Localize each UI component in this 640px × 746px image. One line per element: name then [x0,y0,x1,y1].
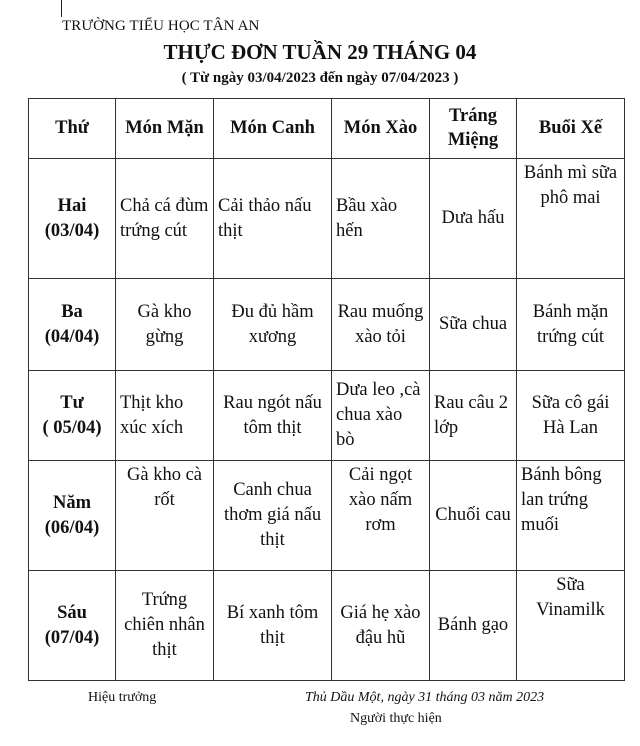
mon-man-cell: Chả cá đùm trứng cút [116,159,214,279]
col-header-mon-xao: Món Xào [332,99,430,159]
day-date: (04/04) [44,326,100,347]
col-header-buoi-xe: Buổi Xế [517,99,625,159]
principal-signature-label: Hiệu trưởng [88,690,157,705]
preparer-signature-label: Người thực hiện [350,711,442,726]
mon-xao-cell: Giá hẹ xào đậu hũ [332,571,430,681]
buoi-xe-cell: Bánh bông lan trứng muối [517,461,625,571]
trang-mieng-cell: Sữa chua [430,279,517,371]
buoi-xe-cell: Sữa Vinamilk [517,571,625,681]
mon-canh-cell: Canh chua thơm giá nấu thịt [214,461,332,571]
col-header-mon-man: Món Mặn [116,99,214,159]
day-date: (03/04) [44,220,100,241]
trang-mieng-cell: Rau câu 2 lớp [430,371,517,461]
mon-canh-cell: Cải thảo nấu thịt [214,159,332,279]
mon-canh-cell: Đu đủ hầm xương [214,279,332,371]
mon-xao-cell: Cải ngọt xào nấm rơm [332,461,430,571]
col-header-mon-canh: Món Canh [214,99,332,159]
day-cell [29,571,116,681]
header-row [29,99,625,159]
trang-mieng-cell: Bánh gạo [430,571,517,681]
day-cell [29,461,116,571]
mon-man-cell: Trứng chiên nhân thịt [116,571,214,681]
mon-man-cell: Gà kho cà rốt [116,461,214,571]
mon-canh-cell: Rau ngót nấu tôm thịt [214,371,332,461]
mon-xao-cell: Dưa leo ,cà chua xào bò [332,371,430,461]
col-header-day: Thứ [29,99,116,159]
table-row [29,371,625,461]
col-header-trang-mieng: Tráng Miệng [430,99,517,159]
trang-mieng-cell: Dưa hấu [430,159,517,279]
page-edge-mark [61,0,62,17]
day-date: ( 05/04) [42,417,102,438]
day-cell [29,159,116,279]
table-row [29,571,625,681]
mon-man-cell: Gà kho gừng [116,279,214,371]
table-row [29,159,625,279]
school-name: TRƯỜNG TIỂU HỌC TÂN AN [62,18,260,34]
mon-xao-cell: Rau muống xào tỏi [332,279,430,371]
day-date: (06/04) [44,517,100,538]
day-name: Hai [57,195,87,216]
buoi-xe-cell: Bánh mì sữa phô mai [517,159,625,279]
place-date-line: Thủ Dầu Một, ngày 31 tháng 03 năm 2023 [305,690,545,705]
trang-mieng-cell: Chuối cau [430,461,517,571]
buoi-xe-cell: Sữa cô gái Hà Lan [517,371,625,461]
mon-xao-cell: Bầu xào hến [332,159,430,279]
weekly-menu-table [28,98,625,681]
day-name: Sáu [57,602,87,623]
date-range: ( Từ ngày 03/04/2023 đến ngày 07/04/2023 ) [181,70,459,86]
menu-title: THỰC ĐƠN TUẦN 29 THÁNG 04 [163,40,477,64]
day-name: Ba [61,301,83,322]
table-row [29,279,625,371]
day-cell [29,371,116,461]
day-cell [29,279,116,371]
day-name: Tư [60,392,84,413]
day-date: (07/04) [44,627,100,648]
mon-man-cell: Thịt kho xúc xích [116,371,214,461]
day-name: Năm [52,492,92,513]
table-row [29,461,625,571]
buoi-xe-cell: Bánh mặn trứng cút [517,279,625,371]
mon-canh-cell: Bí xanh tôm thịt [214,571,332,681]
